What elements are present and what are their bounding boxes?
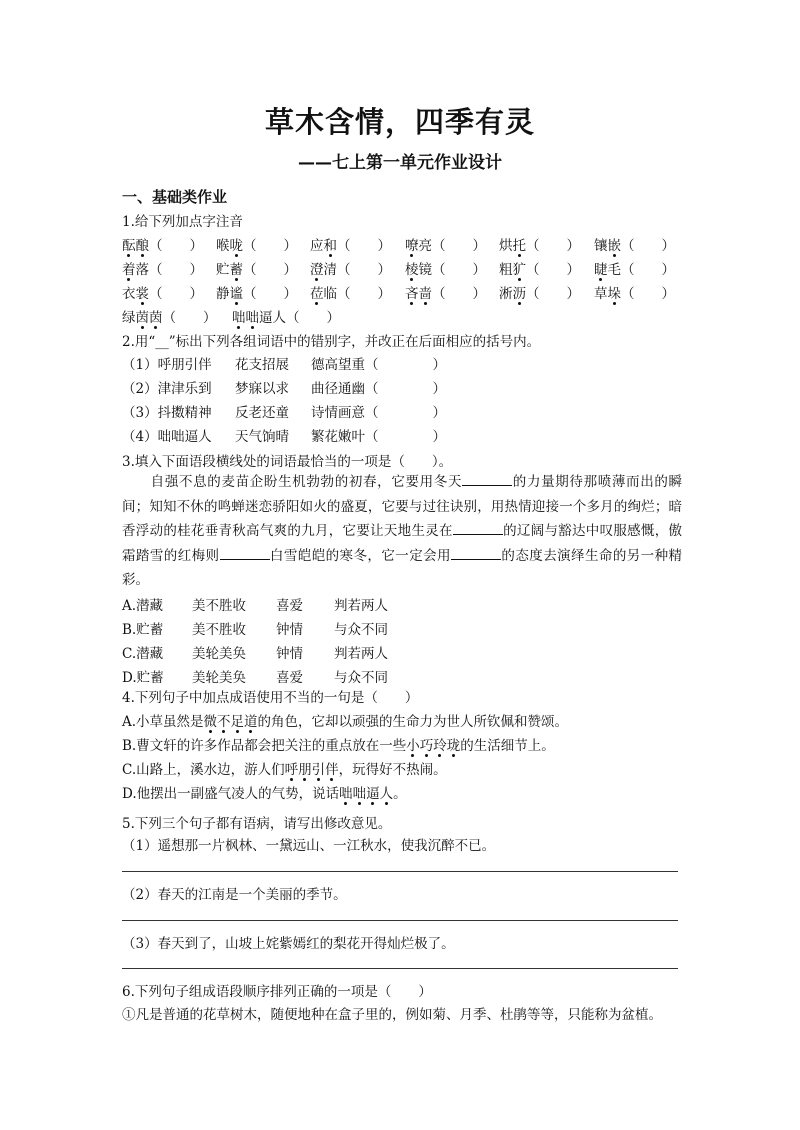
pinyin-item — [216, 234, 297, 254]
choice-option[interactable]: 美不胜收 — [192, 598, 246, 614]
pinyin-item — [216, 282, 297, 302]
plain-text: 贮 — [216, 262, 230, 278]
choice-option[interactable]: 美轮美奂 — [192, 646, 246, 662]
plain-text: 淅 — [499, 286, 513, 302]
pinyin-item — [405, 234, 486, 254]
plain-text: （ ） — [243, 238, 297, 254]
plain-text: 应 — [310, 238, 324, 254]
q3-passage: 自强不息的麦苗企盼生机勃勃的初春，它要用冬天 的力量期待那喷薄而出的瞬间；知知不休的鸣蝉迷恋骄阳如火的盛夏，它要与过往诀别，用热情迎接一个多月的绚烂；暗香浮动的桂花垂青秋高气爽的九月，它要让天地生灵在 的辽阔与豁达中叹服感慨，傲霜踏雪的红梅则 白雪皑皑的寒冬，它一定会用 的态度去演绎生命的另一种精彩。 — [122, 474, 683, 588]
plain-text: C.山路上，溪水边，游人们 — [122, 762, 285, 778]
choice-option[interactable] — [122, 734, 555, 754]
pinyin-item — [232, 306, 340, 326]
plain-text: 清（ ） — [323, 262, 391, 278]
choice-option[interactable]: 与众不同 — [334, 622, 388, 638]
dotted-char: 逼 — [366, 782, 380, 802]
word-group: 繁花嫩叶（ ） — [311, 429, 446, 445]
choice-option[interactable] — [122, 758, 447, 778]
dotted-char: 沥 — [513, 282, 527, 302]
plain-text: （ ） — [243, 262, 297, 278]
pinyin-item — [594, 234, 675, 254]
plain-text: 粗 — [499, 262, 513, 278]
dotted-characters — [230, 262, 244, 278]
dotted-characters — [608, 238, 622, 254]
dotted-char: 茵 — [149, 306, 163, 326]
dotted-char: 微 — [204, 710, 218, 730]
pinyin-item — [594, 282, 675, 302]
word-group: （3）抖擞精神 — [122, 405, 212, 421]
dotted-char: 人 — [380, 782, 394, 802]
plain-text: 临（ ） — [323, 286, 391, 302]
plain-text: （ ） — [162, 310, 217, 326]
dotted-char: 咄 — [339, 782, 353, 802]
word-group: （4）咄咄逼人 — [122, 429, 212, 445]
plain-text: 静 — [216, 286, 230, 302]
plain-text: 毛（ ） — [607, 262, 675, 278]
dotted-characters — [310, 262, 324, 278]
plain-text: B.曹文轩的许多作品都会把关注的重点放在一些 — [122, 738, 407, 754]
pinyin-item — [310, 258, 391, 278]
plain-text: （ ） — [149, 238, 203, 254]
dotted-char: 巧 — [420, 734, 434, 754]
plain-text: A.小草虽然是 — [122, 714, 204, 730]
q2-stem — [122, 330, 540, 350]
choice-option[interactable]: 与众不同 — [334, 670, 388, 686]
answer-line-1[interactable] — [122, 871, 678, 872]
dotted-char: 啬 — [419, 282, 433, 302]
dotted-characters — [232, 310, 259, 326]
dotted-char: 引 — [312, 758, 326, 778]
dotted-characters — [136, 310, 163, 326]
dotted-characters — [324, 238, 338, 254]
plain-text: （ ） — [526, 286, 580, 302]
dotted-characters — [204, 714, 258, 730]
dotted-char: 呼 — [285, 758, 299, 778]
plain-text: （ ） — [526, 238, 580, 254]
dotted-characters — [405, 238, 419, 254]
choice-option[interactable]: A.潜藏 — [122, 598, 164, 614]
dotted-char: 嵌 — [608, 234, 622, 254]
plain-text: 逼人（ ） — [259, 310, 340, 326]
section-heading: 一、基础类作业 — [122, 188, 228, 206]
choice-option[interactable] — [122, 782, 407, 802]
word-group: （1）呼朋引伴 — [122, 357, 212, 373]
dotted-char: 足 — [231, 710, 245, 730]
plain-text: （ ） — [526, 262, 580, 278]
plain-text: D.他摆出一副盛气凌人的气势，说话 — [122, 786, 340, 802]
dotted-char: 咄 — [353, 782, 367, 802]
dotted-char: 咙 — [230, 234, 244, 254]
plain-text: （ ） — [243, 286, 297, 302]
pinyin-item — [405, 258, 486, 278]
q6-stem: 6.下列句子组成语段顺序排列正确的一项是（ ） — [122, 984, 432, 1000]
word-group: （2）津津乐到 — [122, 381, 212, 397]
word-group: 梦寐以求 — [235, 381, 289, 397]
page-subtitle: ——七上第一单元作业设计 — [298, 153, 502, 173]
dotted-characters — [122, 238, 149, 254]
dotted-char: 咄 — [232, 306, 246, 326]
dotted-characters — [230, 286, 244, 302]
dotted-char: 睫 — [594, 258, 608, 278]
pinyin-item — [594, 258, 675, 278]
dotted-char: 茵 — [136, 306, 150, 326]
pinyin-item — [122, 234, 203, 254]
dotted-characters — [122, 262, 136, 278]
dotted-char: 和 — [324, 234, 338, 254]
choice-option[interactable]: B.贮蓄 — [122, 622, 164, 638]
pinyin-item — [122, 282, 203, 302]
dotted-characters — [513, 262, 527, 278]
choice-option[interactable]: 美不胜收 — [192, 622, 246, 638]
dotted-char: 玲 — [433, 734, 447, 754]
q5-sentence-3: （3）春天到了，山坡上姹紫嫣红的梨花开得灿烂极了。 — [122, 936, 455, 952]
page-title: 草木含情，四季有灵 — [264, 105, 535, 139]
pinyin-item — [216, 258, 297, 278]
dotted-char: 蓄 — [230, 258, 244, 278]
choice-option[interactable]: 判若两人 — [334, 646, 388, 662]
plain-text: 的生活细节上。 — [460, 738, 555, 754]
dotted-char: 朋 — [298, 758, 312, 778]
word-group: 天气饷晴 — [235, 429, 289, 445]
plain-text: 镶 — [594, 238, 608, 254]
blank-2[interactable] — [453, 522, 503, 535]
pinyin-item — [405, 282, 486, 302]
plain-text: ，玩得好不热闹。 — [338, 762, 447, 778]
pinyin-item — [310, 234, 391, 254]
choice-option[interactable]: 钟情 — [276, 622, 303, 638]
dotted-characters — [230, 238, 244, 254]
pinyin-item — [499, 258, 580, 278]
pinyin-item — [499, 282, 580, 302]
plain-text: （ ） — [149, 286, 203, 302]
plain-text: 烘 — [499, 238, 513, 254]
q1-stem: 1.给下列加点字注音 — [122, 214, 243, 230]
choice-option[interactable]: 喜爱 — [276, 598, 303, 614]
dotted-char: 小 — [406, 734, 420, 754]
word-group: 花支招展 — [235, 357, 289, 373]
pinyin-item — [122, 306, 217, 326]
dotted-char: 咄 — [246, 306, 260, 326]
choice-option[interactable]: D.贮蓄 — [122, 670, 164, 686]
plain-text: 落（ ） — [135, 262, 203, 278]
plain-text: （ ） — [621, 286, 675, 302]
dotted-characters — [405, 262, 419, 278]
q2-stem-text: 2.用“__”标出下列各组词语中的错别字，并改正在后面相应的括号内。 — [122, 334, 541, 350]
dotted-char: 酝 — [122, 234, 136, 254]
plain-text: 亮（ ） — [418, 238, 486, 254]
plain-text: （ ） — [432, 286, 486, 302]
dotted-char: 垛 — [608, 282, 622, 302]
choice-option[interactable]: 喜爱 — [276, 670, 303, 686]
dotted-char: 着 — [122, 258, 136, 278]
dotted-char: 珑 — [447, 734, 461, 754]
dotted-char: 莅 — [310, 282, 324, 302]
dotted-characters — [310, 286, 324, 302]
q3-stem: 3.填入下面语段横线处的词语最恰当的一项是（ ）。 — [122, 454, 453, 470]
plain-text: 草 — [594, 286, 608, 302]
dotted-characters — [513, 238, 527, 254]
dotted-characters — [513, 286, 527, 302]
q6-sentence-1: ①凡是普通的花草树木，随便地种在盒子里的，例如菊、月季、杜鹃等等，只能称为盆植。 — [122, 1007, 662, 1023]
dotted-characters — [339, 786, 393, 802]
pinyin-item — [310, 282, 391, 302]
dotted-char: 犷 — [513, 258, 527, 278]
blank-4[interactable] — [451, 547, 501, 560]
plain-text: （ ） — [337, 238, 391, 254]
dotted-char: 吝 — [405, 282, 419, 302]
plain-text: 喉 — [216, 238, 230, 254]
dotted-char: 嘹 — [405, 234, 419, 254]
dotted-char: 谧 — [230, 282, 244, 302]
dotted-char: 澄 — [310, 258, 324, 278]
plain-text: 衣 — [122, 286, 136, 302]
dotted-char: 裳 — [136, 282, 150, 302]
plain-text: （ ） — [621, 238, 675, 254]
blank-1[interactable] — [462, 473, 512, 486]
dotted-characters — [406, 738, 460, 754]
dotted-characters — [285, 762, 339, 778]
plain-text: 镜（ ） — [418, 262, 486, 278]
dotted-characters — [594, 262, 608, 278]
plain-text: 的角色，它却以顽强的生命力为世人所钦佩和赞颂。 — [257, 714, 569, 730]
dotted-characters — [608, 286, 622, 302]
q5-sentence-2: （2）春天的江南是一个美丽的季节。 — [122, 887, 347, 903]
q4-stem: 4.下列句子中加点成语使用不当的一句是（ ） — [122, 690, 419, 706]
answer-line-3[interactable] — [122, 968, 678, 969]
choice-option[interactable]: 钟情 — [276, 646, 303, 662]
word-group: 德高望重（ ） — [311, 357, 446, 373]
word-group: 反老还童 — [235, 405, 289, 421]
pinyin-item — [122, 258, 203, 278]
dotted-char: 棱 — [405, 258, 419, 278]
choice-option[interactable]: 判若两人 — [334, 598, 388, 614]
pinyin-item — [499, 234, 580, 254]
blank-3[interactable] — [220, 547, 270, 560]
word-group: 诗情画意（ ） — [311, 405, 446, 421]
dotted-char: 道 — [244, 710, 258, 730]
dotted-char: 托 — [513, 234, 527, 254]
choice-option[interactable] — [122, 710, 568, 730]
choice-option[interactable]: C.潜藏 — [122, 646, 164, 662]
word-group: 曲径通幽（ ） — [311, 381, 446, 397]
dotted-char: 酿 — [136, 234, 150, 254]
dotted-char: 伴 — [325, 758, 339, 778]
dotted-char: 不 — [217, 710, 231, 730]
answer-line-2[interactable] — [122, 920, 678, 921]
dotted-characters — [405, 286, 432, 302]
q5-stem: 5.下列三个句子都有语病，请写出修改意见。 — [122, 816, 392, 832]
q5-sentence-1: （1）遥想那一片枫林、一黛远山、一江秋水，使我沉醉不已。 — [122, 838, 496, 854]
plain-text: 绿 — [122, 310, 136, 326]
choice-option[interactable]: 美轮美奂 — [192, 670, 246, 686]
plain-text: 。 — [393, 786, 407, 802]
dotted-characters — [136, 286, 150, 302]
